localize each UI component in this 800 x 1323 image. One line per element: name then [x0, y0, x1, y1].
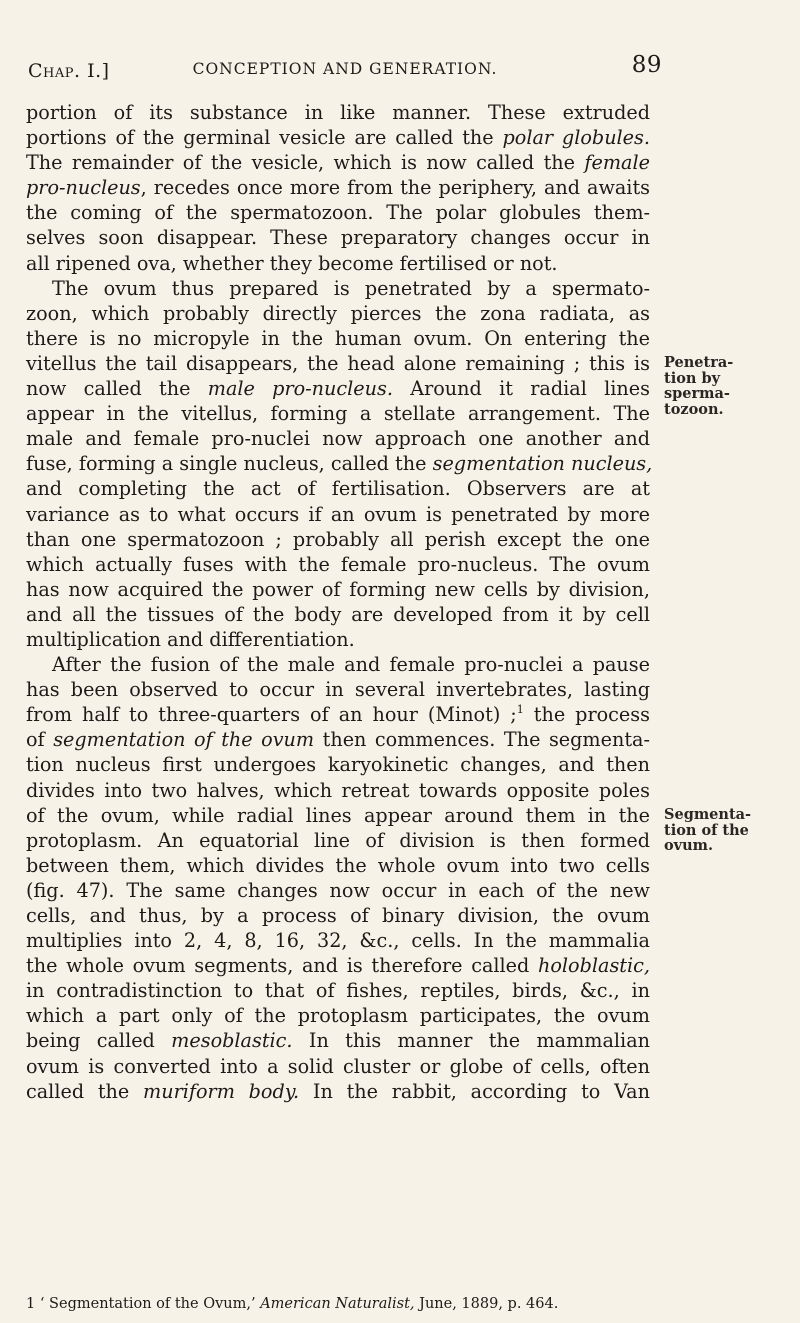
text-line: the whole ovum segments, and is therefore called holoblastic, [26, 954, 650, 978]
text-line: cells, and thus, by a process of binary division, the ovum [26, 904, 650, 927]
text-line: which a part only of the protoplasm participates, the ovum [26, 1004, 650, 1028]
text-line: and completing the act of fertilisation. Observers are at [26, 477, 650, 501]
text-line: tion nucleus first undergoes karyokinetic changes, and then [26, 753, 650, 777]
text-line: variance as to what occurs if an ovum is penetrated by more [26, 502, 650, 526]
text-line: being called mesoblastic. In this manner the mammalian [26, 1029, 650, 1053]
body-text [26, 100, 653, 1104]
text-line: fuse, forming a single nucleus, called the segmentation nucleus, [26, 452, 653, 476]
term-female: female [584, 151, 650, 175]
text-line: from half to three-quarters of an hour (Minot) ;$^1$ the process [26, 703, 650, 727]
text-line: The ovum thus prepared is penetrated by a spermato- [52, 276, 650, 300]
text-line: pro-nucleus, recedes once more from the periphery, and awaits [26, 176, 650, 200]
text-line: multiplies into 2, 4, 8, 16, 32, &c., cells. In the mammalia [26, 929, 650, 953]
text-line: now called the male pro-nucleus. Around it radial lines [26, 377, 650, 401]
text-line: multiplication and differentiation. [26, 627, 355, 651]
text-line: in contradistinction to that of fishes, reptiles, birds, &c., in [26, 979, 650, 1003]
text-line: has been observed to occur in several invertebrates, lasting [26, 678, 650, 702]
term-mesoblastic: mesoblastic. [171, 1029, 293, 1053]
text-line: the coming of the spermatozoon. The polar globules them- [26, 201, 650, 225]
margin-note-segmentation: Segmenta- tion of the ovum. [664, 806, 752, 854]
running-title: CONCEPTION AND GENERATION. [192, 60, 498, 78]
footnote: 1 ‘ Segmentation of the Ovum,’ American Naturalist, June, 1889, p. 464. [26, 1296, 559, 1312]
text-line: selves soon disappear. These preparatory changes occur in [26, 226, 650, 250]
page-number: 89 [631, 52, 662, 78]
text-line: of segmentation of the ovum then commences. The segmenta- [26, 728, 650, 752]
term-segmentation-nucleus: segmentation nucleus, [432, 452, 653, 476]
text-line: male and female pro-nuclei now approach one another and [26, 427, 650, 451]
term-male-pro-nucleus: male pro-nucleus. [207, 377, 393, 401]
footnote-source: American Naturalist, [260, 1296, 415, 1312]
text-line: appear in the vitellus, forming a stellate arrangement. The [26, 402, 650, 426]
margin-note-penetration: Penetra- tion by sperma- tozoon. [664, 354, 734, 418]
text-line: After the fusion of the male and female pro-nuclei a pause [52, 653, 650, 677]
text-line: portion of its substance in like manner. These extruded [26, 101, 650, 124]
term-muriform-body: muriform body. [143, 1079, 300, 1103]
footnote-marker: 1 [26, 1296, 36, 1312]
text-line: portions of the germinal vesicle are called the polar globules. [26, 126, 650, 150]
text-line: all ripened ova, whether they become fertilised or not. [26, 251, 558, 275]
text-line: and all the tissues of the body are developed from it by cell [26, 602, 650, 626]
chapter-label: Chap. I.] [28, 60, 110, 82]
text-line: than one spermatozoon ; probably all perish except the one [26, 527, 650, 551]
text-line: between them, which divides the whole ovum into two cells [26, 853, 650, 877]
text-line: The remainder of the vesicle, which is now called the female [26, 151, 650, 175]
text-line: has now acquired the power of forming new cells by division, [26, 577, 650, 601]
text-line: of the ovum, while radial lines appear around them in the [26, 803, 650, 827]
text-line: vitellus the tail disappears, the head alone remaining ; this is [26, 351, 650, 375]
text-line: there is no micropyle in the human ovum. On entering the [26, 326, 650, 350]
footnote-ref: 1 [516, 703, 524, 717]
text-line: zoon, which probably directly pierces the zona radiata, as [26, 301, 650, 325]
text-line: called the muriform body. In the rabbit, according to Van [26, 1079, 650, 1103]
term-segmentation-of-ovum: segmentation of the ovum [53, 728, 315, 752]
text-line: ovum is converted into a solid cluster or globe of cells, often [26, 1054, 650, 1078]
running-head [28, 52, 662, 82]
text-line: (fig. 47). The same changes now occur in each of the new [26, 878, 650, 902]
term-polar-globules: polar globules. [502, 126, 650, 150]
term-pro-nucleus: pro-nucleus [26, 176, 141, 200]
text-line: divides into two halves, which retreat towards opposite poles [26, 778, 650, 802]
text-line: protoplasm. An equatorial line of division is then formed [26, 828, 650, 852]
term-holoblastic: holoblastic, [538, 954, 650, 978]
text-line: which actually fuses with the female pro-nucleus. The ovum [26, 552, 650, 576]
